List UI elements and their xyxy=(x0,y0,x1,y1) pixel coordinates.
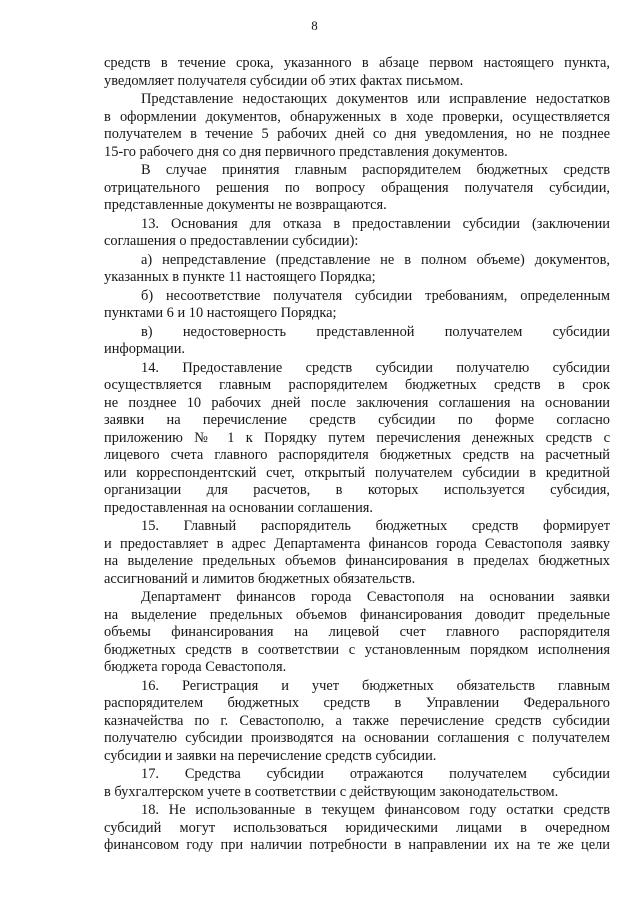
paragraph-line: бюджета города Севастополя. xyxy=(104,659,287,675)
paragraph-line: и предоставляет в адрес Департамента финансов города Севастополя заявку xyxy=(104,535,610,552)
paragraph-line: субсидий могут использоваться юридическими лицами в очередном xyxy=(104,819,610,836)
paragraph-line: казначейства по г. Севастополю, а также перечисление средств субсидии xyxy=(104,712,610,729)
paragraph-line: б) несоответствие получателя субсидии требованиям, определенным xyxy=(141,287,610,304)
paragraph-line: В случае принятия главным распорядителем бюджетных средств xyxy=(141,162,610,178)
paragraph-line: не позднее 10 рабочих дней после заключения соглашения на основании xyxy=(104,394,610,411)
paragraph-line: осуществляется главным распорядителем бюджетных средств в срок xyxy=(104,377,610,393)
paragraph-line: бюджетных средств в соответствии с установленным порядком исполнения xyxy=(104,641,610,658)
paragraph-line: отрицательного решения по вопросу обращения получателя субсидии, xyxy=(104,179,610,196)
paragraph-line: представленные документы не возвращаются. xyxy=(104,197,387,213)
paragraph-line: соглашения о предоставлении субсидии): xyxy=(104,233,359,249)
paragraph-line: организации для расчетов, в которых используется субсидия, xyxy=(104,482,610,498)
page-number: 8 xyxy=(311,18,318,33)
paragraph-line: в) недостоверность представленной получателем субсидии xyxy=(141,323,610,340)
paragraph-line: уведомляет получателя субсидии об этих фактах письмом. xyxy=(104,72,464,89)
paragraph-line: на выделение предельных объемов финансирования доводит предельные xyxy=(104,606,610,623)
paragraph-line: Департамент финансов города Севастополя на основании заявки xyxy=(141,589,610,605)
paragraph-line: приложению № 1 к Порядку путем перечисления денежных средств с xyxy=(104,429,610,446)
paragraph-line: а) непредставление (представление не в полном объеме) документов, xyxy=(141,251,610,268)
paragraph-line: в оформлении документов, обнаруженных в ходе проверки, осуществляется xyxy=(104,108,610,125)
paragraph-line: 18. Не использованные в текущем финансовом году остатки средств xyxy=(141,802,610,818)
paragraph-line: 15. Главный распорядитель бюджетных средств формирует xyxy=(141,518,610,534)
paragraph-line: на выделение предельных объемов финансирования в пределах бюджетных xyxy=(104,553,610,569)
paragraph-line: заявки на перечисление средств субсидии по форме согласно xyxy=(104,412,610,428)
document-body xyxy=(104,55,610,855)
paragraph-line: 14. Предоставление средств субсидии получателю субсидии xyxy=(141,359,610,376)
paragraph-line: 13. Основания для отказа в предоставлении субсидии (заключении xyxy=(141,215,610,232)
paragraph-line: 17. Средства субсидии отражаются получателем субсидии xyxy=(141,766,610,782)
paragraph-line: лицевого счета главного распорядителя бюджетных средств на расчетный xyxy=(104,447,610,463)
paragraph-line: средств в течение срока, указанного в абзаце первом настоящего пункта, xyxy=(104,55,610,71)
paragraph-line: 16. Регистрация и учет бюджетных обязательств главным xyxy=(141,677,610,694)
paragraph-line: предоставленная на основании соглашения. xyxy=(104,499,374,516)
paragraph-line: распорядителем бюджетных средств в Управлении Федерального xyxy=(104,695,610,711)
paragraph-line: или корреспондентский счет, открытый получателем субсидии в кредитной xyxy=(104,464,610,481)
paragraph-line: ассигнований и лимитов бюджетных обязательств. xyxy=(104,570,416,587)
paragraph-line: получателем в течение 5 рабочих дней со дня уведомления, но не позднее xyxy=(104,126,610,142)
paragraph-line: получателю субсидии производятся на основании соглашения с получателем xyxy=(104,730,610,746)
paragraph-line: информации. xyxy=(104,341,185,357)
paragraph-line: финансовом году при наличии потребности в направлении их на те же цели xyxy=(104,837,610,853)
paragraph-line: объемы финансирования на лицевой счет главного распорядителя xyxy=(104,624,610,640)
paragraph-line: 15-го рабочего дня со дня первичного представления документов. xyxy=(104,143,508,160)
paragraph-line: субсидии и заявки на перечисление средств субсидии. xyxy=(104,747,437,764)
paragraph-line: указанных в пункте 11 настоящего Порядка; xyxy=(104,269,376,285)
paragraph-line: пунктами 6 и 10 настоящего Порядка; xyxy=(104,305,337,321)
paragraph-line: Представление недостающих документов или исправление недостатков xyxy=(141,91,610,107)
paragraph-line: в бухгалтерском учете в соответствии с действующим законодательством. xyxy=(104,783,559,800)
